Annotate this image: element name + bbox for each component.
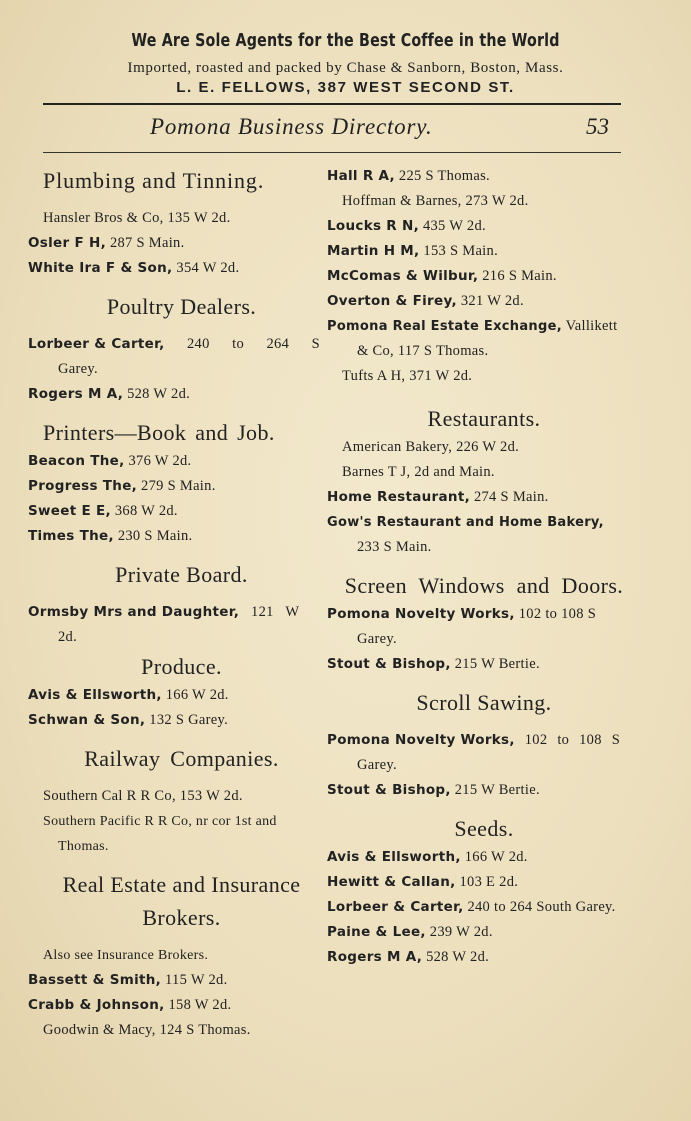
listing: Goodwin & Macy, 124 S Thomas. — [43, 1022, 251, 1038]
listing: Stout & Bishop, 215 W Bertie. — [327, 656, 540, 672]
listing: Paine & Lee, 239 W 2d. — [327, 924, 493, 940]
listing: McComas & Wilbur, 216 S Main. — [327, 268, 557, 284]
section-heading: Scroll Sawing. — [416, 690, 552, 715]
listing: Gow's Restaurant and Home Bakery, 233 S Main. — [327, 515, 604, 555]
coffee-ad-headline: We Are Sole Agents for the Best Coffee in the World — [131, 30, 560, 51]
left-column — [28, 164, 320, 1043]
section-heading: Plumbing and Tinning. — [43, 168, 265, 193]
listing: Home Restaurant, 274 S Main. — [327, 489, 549, 505]
listing: Stout & Bishop, 215 W Bertie. — [327, 782, 540, 798]
listing: Pomona Real Estate Exchange, Vallikett & Co, 117 S Thomas. — [327, 318, 618, 359]
running-title: Pomona Business Directory. — [150, 114, 433, 139]
section-heading: Private Board. — [115, 562, 248, 587]
listing: Southern Cal R R Co, 153 W 2d. — [43, 788, 243, 804]
listing: Rogers M A, 528 W 2d. — [28, 386, 191, 402]
listing: Rogers M A, 528 W 2d. — [327, 949, 490, 965]
listing: Hall R A, 225 S Thomas. — [327, 168, 490, 184]
listing: Avis & Ellsworth, 166 W 2d. — [327, 849, 528, 865]
listing: Overton & Firey, 321 W 2d. — [327, 293, 524, 309]
listing: Barnes T J, 2d and Main. — [342, 464, 495, 480]
section-heading: Real Estate and Insurance Brokers. — [62, 872, 301, 930]
section-heading: Seeds. — [454, 816, 514, 841]
coffee-ad-subline: Imported, roasted and packed by Chase & Sanborn, Boston, Mass. — [127, 60, 564, 76]
listing: Pomona Novelty Works, 102 to 108 S Garey. — [327, 732, 621, 773]
title-rule — [43, 152, 621, 153]
listing: Beacon The, 376 W 2d. — [28, 453, 192, 469]
section-heading: Railway Companies. — [84, 746, 279, 771]
cross-reference-note: Also see Insurance Brokers. — [43, 948, 209, 963]
listing: Crabb & Johnson, 158 W 2d. — [28, 997, 232, 1013]
listing: Tufts A H, 371 W 2d. — [342, 368, 473, 384]
right-column — [327, 164, 626, 970]
listing: Progress The, 279 S Main. — [28, 478, 216, 494]
section-heading: Printers—Book and Job. — [43, 420, 275, 445]
section-heading: Poultry Dealers. — [106, 294, 257, 319]
section-heading: Restaurants. — [427, 406, 541, 431]
listing: Bassett & Smith, 115 W 2d. — [28, 972, 228, 988]
page-number: 53 — [586, 114, 609, 139]
header-rule — [43, 103, 621, 105]
listing: Times The, 230 S Main. — [28, 528, 193, 544]
listing: American Bakery, 226 W 2d. — [342, 439, 520, 455]
listing: Loucks R N, 435 W 2d. — [327, 218, 486, 234]
section-heading: Produce. — [141, 654, 222, 679]
listing: Ormsby Mrs and Daughter, 121 W 2d. — [28, 604, 300, 645]
listing: Avis & Ellsworth, 166 W 2d. — [28, 687, 229, 703]
listing: Hoffman & Barnes, 273 W 2d. — [342, 193, 529, 209]
listing: Lorbeer & Carter, 240 to 264 South Garey. — [327, 899, 616, 915]
listing: Lorbeer & Carter, 240 to 264 S Garey. — [28, 336, 320, 377]
listing: Osler F H, 287 S Main. — [28, 235, 185, 251]
listing: White Ira F & Son, 354 W 2d. — [28, 260, 240, 276]
listing: Hewitt & Callan, 103 E 2d. — [327, 874, 519, 890]
section-heading: Screen Windows and Doors. — [344, 573, 624, 598]
coffee-ad-address: L. E. FELLOWS, 387 WEST SECOND ST. — [176, 79, 515, 96]
listing: Martin H M, 153 S Main. — [327, 243, 498, 259]
listing: Sweet E E, 368 W 2d. — [28, 503, 178, 519]
listing: Hansler Bros & Co, 135 W 2d. — [43, 210, 231, 226]
listing: Schwan & Son, 132 S Garey. — [28, 712, 229, 728]
listing: Pomona Novelty Works, 102 to 108 S Garey. — [327, 606, 597, 647]
listing: Southern Pacific R R Co, nr cor 1st and Thomas. — [43, 814, 277, 854]
